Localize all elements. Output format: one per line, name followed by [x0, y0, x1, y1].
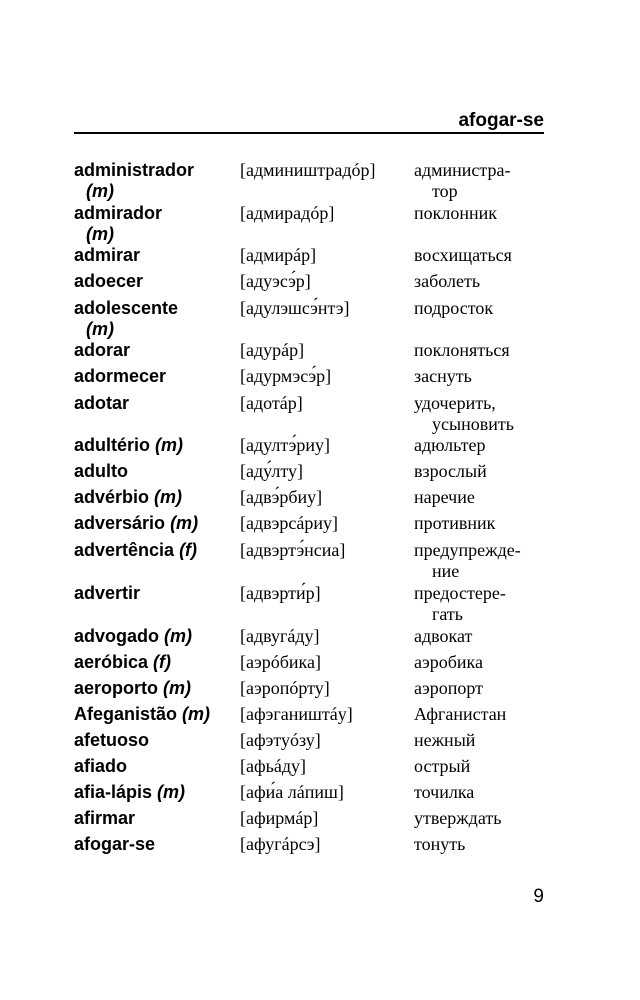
entry-word: adversário	[74, 513, 166, 533]
translation-line: усыновить	[432, 414, 514, 434]
entry-term	[74, 834, 240, 855]
running-head: afogar-se	[458, 110, 544, 131]
entry-pronunciation: [аэрóбика]	[240, 652, 321, 672]
entry-term	[74, 461, 240, 482]
translation-line: удочерить,	[414, 393, 496, 413]
entry-term	[74, 513, 240, 534]
dictionary-entry	[74, 808, 544, 829]
translation-line: аэробика	[414, 652, 483, 672]
entry-term	[74, 652, 240, 673]
entry-pronunciation: [афэгаништáу]	[240, 704, 353, 724]
translation-line: ние	[432, 561, 460, 581]
translation-line: адвокат	[414, 626, 473, 646]
entry-pronunciation: [адуэсэ́р]	[240, 271, 311, 291]
entry-translation	[414, 678, 544, 699]
entry-word: adulto	[74, 461, 128, 481]
entry-pronunciation: [афирмáр]	[240, 808, 319, 828]
entry-term	[74, 340, 240, 361]
entry-translation	[414, 513, 544, 534]
entry-pronunciation: [админиштрадóр]	[240, 160, 376, 180]
entry-term	[74, 203, 240, 245]
entry-translation	[414, 540, 544, 582]
entry-gender: (f)	[174, 540, 198, 560]
entry-translation	[414, 808, 544, 829]
entry-translation	[414, 393, 544, 435]
entry-gender: (m)	[149, 487, 183, 507]
entry-term	[74, 540, 240, 561]
translation-line: поклоняться	[414, 340, 510, 360]
translation-line: подросток	[414, 298, 494, 318]
entry-pronunciation: [адотáр]	[240, 393, 303, 413]
entry-word: afirmar	[74, 808, 136, 828]
entry-gender: (m)	[159, 626, 193, 646]
entry-gender: (f)	[148, 652, 172, 672]
translation-line: противник	[414, 513, 496, 533]
entry-word: afia-lápis	[74, 782, 153, 802]
dictionary-entry	[74, 487, 544, 508]
entry-gender: (m)	[150, 435, 184, 455]
entry-gender: (m)	[165, 513, 199, 533]
translation-line: заболеть	[414, 271, 481, 291]
entry-word: advérbio	[74, 487, 150, 507]
entry-word: afetuoso	[74, 730, 150, 750]
translation-line: взрослый	[414, 461, 487, 481]
entry-word: adultério	[74, 435, 151, 455]
translation-line: заснуть	[414, 366, 472, 386]
entry-translation	[414, 271, 544, 292]
dictionary-entry	[74, 271, 544, 292]
translation-line: поклонник	[414, 203, 498, 223]
translation-line: предупрежде-	[414, 540, 521, 560]
translation-line: наречие	[414, 487, 475, 507]
entry-pronunciation: [афэтуóзу]	[240, 730, 321, 750]
dictionary-entry	[74, 782, 544, 803]
entry-pronunciation: [афугáрсэ]	[240, 834, 321, 854]
dictionary-entry	[74, 393, 544, 435]
entry-pronunciation: [аэропóрту]	[240, 678, 330, 698]
entry-term	[74, 298, 240, 340]
entry-pronunciation: [адмирáр]	[240, 245, 317, 265]
entry-term	[74, 393, 240, 414]
dictionary-entry	[74, 834, 544, 855]
dictionary-entry	[74, 756, 544, 777]
translation-line: аэропорт	[414, 678, 483, 698]
dictionary-entry	[74, 435, 544, 456]
entry-term	[74, 245, 240, 266]
dictionary-entry	[74, 678, 544, 699]
entry-word: administrador	[74, 160, 195, 180]
entry-word: aeroporto	[74, 678, 159, 698]
entry-translation	[414, 782, 544, 803]
entry-pronunciation: [афьáду]	[240, 756, 306, 776]
entry-word: afiado	[74, 756, 128, 776]
entry-pronunciation: [адурáр]	[240, 340, 305, 360]
dictionary-entry	[74, 540, 544, 582]
translation-line: восхищаться	[414, 245, 512, 265]
dictionary-entry	[74, 245, 544, 266]
entry-translation	[414, 652, 544, 673]
translation-line: Афганистан	[414, 704, 507, 724]
dictionary-entry	[74, 366, 544, 387]
dictionary-entry	[74, 626, 544, 647]
entry-gender: (m)	[86, 181, 114, 201]
entry-term	[74, 271, 240, 292]
entry-translation	[414, 834, 544, 855]
translation-line: тор	[432, 181, 458, 201]
dictionary-entry	[74, 730, 544, 751]
entry-term	[74, 730, 240, 751]
entry-word: advogado	[74, 626, 160, 646]
entry-pronunciation: [адурмэсэ́р]	[240, 366, 332, 386]
dictionary-entry	[74, 160, 544, 202]
entry-translation	[414, 756, 544, 777]
entry-translation	[414, 704, 544, 725]
entry-term	[74, 487, 240, 508]
dictionary-entry	[74, 704, 544, 725]
entry-pronunciation: [адвэрти́р]	[240, 583, 321, 603]
dictionary-entry	[74, 340, 544, 361]
translation-line: тонуть	[414, 834, 466, 854]
translation-line: утверждать	[414, 808, 502, 828]
entry-translation	[414, 160, 544, 202]
entry-pronunciation: [аду́лту]	[240, 461, 303, 481]
dictionary-entry	[74, 298, 544, 340]
entry-word: admirador	[74, 203, 163, 223]
entry-term	[74, 366, 240, 387]
entry-gender: (m)	[86, 224, 114, 244]
entry-word: adolescente	[74, 298, 179, 318]
header-rule	[74, 132, 544, 134]
entry-term	[74, 435, 240, 456]
translation-line: администра-	[414, 160, 511, 180]
dictionary-entry	[74, 652, 544, 673]
entry-term	[74, 160, 240, 202]
entry-term	[74, 626, 240, 647]
translation-line: нежный	[414, 730, 476, 750]
translation-line: точилка	[414, 782, 475, 802]
entry-pronunciation: [адултэ́риу]	[240, 435, 330, 455]
entry-translation	[414, 366, 544, 387]
translation-line: гать	[432, 604, 463, 624]
entry-term	[74, 678, 240, 699]
entry-pronunciation: [адвэ́рбиу]	[240, 487, 323, 507]
entry-translation	[414, 461, 544, 482]
dictionary-entry	[74, 583, 544, 625]
dictionary-entry	[74, 513, 544, 534]
entry-translation	[414, 730, 544, 751]
entry-pronunciation: [адвугáду]	[240, 626, 320, 646]
entry-term	[74, 704, 240, 725]
translation-line: предостерe-	[414, 583, 506, 603]
entry-term	[74, 808, 240, 829]
translation-line: острый	[414, 756, 471, 776]
entry-translation	[414, 340, 544, 361]
translation-line: адюльтер	[414, 435, 486, 455]
entry-word: adoecer	[74, 271, 144, 291]
entry-translation	[414, 203, 544, 224]
entry-pronunciation: [адвэрсáриу]	[240, 513, 338, 533]
entry-pronunciation: [афи́а лáпиш]	[240, 782, 344, 802]
entry-gender: (m)	[86, 319, 114, 339]
entry-word: admirar	[74, 245, 141, 265]
entry-translation	[414, 245, 544, 266]
entry-gender: (m)	[177, 704, 211, 724]
entry-translation	[414, 583, 544, 625]
entry-term	[74, 583, 240, 604]
entry-term	[74, 782, 240, 803]
entry-word: aeróbica	[74, 652, 149, 672]
dictionary-entry	[74, 203, 544, 245]
entry-word: Afeganistão	[74, 704, 178, 724]
entry-pronunciation: [адвэртэ́нсиа]	[240, 540, 346, 560]
entry-word: advertência	[74, 540, 175, 560]
entry-translation	[414, 626, 544, 647]
entry-gender: (m)	[158, 678, 192, 698]
entry-word: afogar-se	[74, 834, 156, 854]
entry-gender: (m)	[152, 782, 186, 802]
entry-word: adotar	[74, 393, 130, 413]
entry-word: adorar	[74, 340, 131, 360]
entry-word: adormecer	[74, 366, 167, 386]
entry-translation	[414, 487, 544, 508]
entry-word: advertir	[74, 583, 141, 603]
entry-translation	[414, 435, 544, 456]
entry-translation	[414, 298, 544, 319]
entry-term	[74, 756, 240, 777]
dictionary-entry	[74, 461, 544, 482]
page-number: 9	[533, 886, 544, 907]
entry-pronunciation: [адулэшсэ́нтэ]	[240, 298, 350, 318]
entry-pronunciation: [адмирадóр]	[240, 203, 335, 223]
